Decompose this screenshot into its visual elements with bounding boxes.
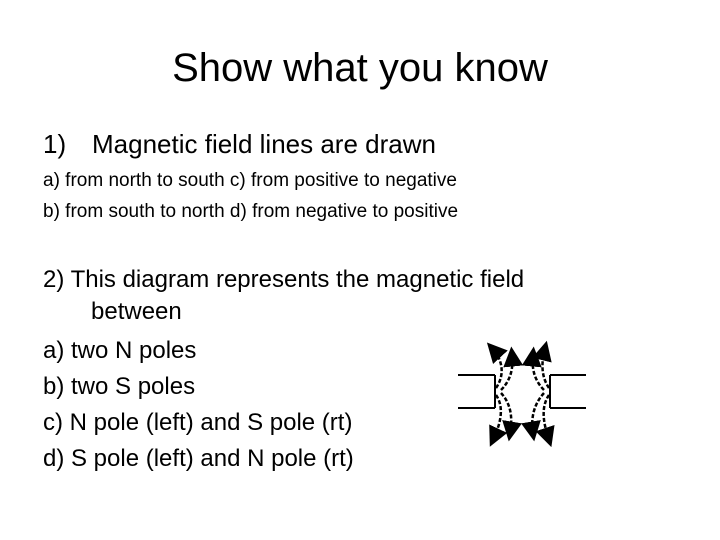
right-magnet-pole [550,375,586,408]
magnetic-field-diagram [455,340,590,450]
question-2-option-d: d) S pole (left) and N pole (rt) [43,445,354,472]
question-2-option-c: c) N pole (left) and S pole (rt) [43,409,353,436]
field-line-top-right [542,348,549,388]
question-1-options-line-2: b) from south to north d) from negative to positive [43,201,459,222]
question-2 [43,264,643,328]
question-2-text-line-1: 2) This diagram represents the magnetic field [43,266,525,293]
field-line-top-inner-left [501,354,512,390]
left-magnet-pole [458,375,495,408]
field-lines [492,348,549,440]
question-1-number: 1) [43,129,67,159]
question-1-options-line-1: a) from north to south c) from positive to negative [43,170,457,191]
field-line-bottom-right [544,395,549,440]
slide-title: Show what you know [172,46,548,90]
question-2-option-a: a) two N poles [43,337,197,364]
field-line-top-inner-right [533,354,544,390]
question-1 [43,126,436,162]
question-1-text: Magnetic field lines are drawn [92,129,436,159]
question-2-option-b: b) two S poles [43,373,196,400]
question-2-text-line-2: between [91,298,182,325]
field-line-bottom-inner-right [532,393,544,434]
field-line-bottom-inner-left [501,393,511,434]
field-line-top-left [492,348,502,388]
